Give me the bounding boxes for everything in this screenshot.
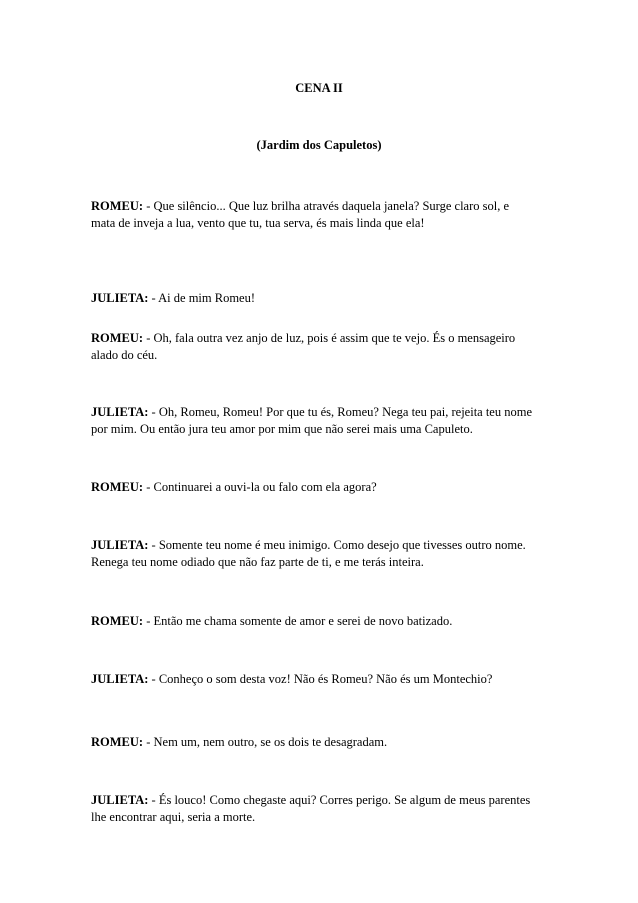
scene-setting: (Jardim dos Capuletos): [256, 138, 382, 152]
scene-title: CENA II: [295, 81, 343, 95]
speaker-name: ROMEU:: [91, 614, 144, 628]
dialogue-entry: [91, 734, 551, 751]
dialogue-entry: [91, 290, 551, 307]
speaker-name: ROMEU:: [91, 735, 144, 749]
speech-text: - Então me chama somente de amor e serei de novo batizado.: [146, 614, 453, 628]
speech-text: - Ai de mim Romeu!: [151, 291, 256, 305]
speaker-name: JULIETA:: [91, 405, 149, 419]
dialogue-entry: [91, 404, 551, 437]
speech-text: - Nem um, nem outro, se os dois te desagradam.: [146, 735, 388, 749]
speech-text: - És louco! Como chegaste aqui? Corres perigo. Se algum de meus parentes: [151, 793, 531, 807]
dialogue-entry: [91, 330, 551, 363]
speech-text: alado do céu.: [91, 347, 158, 362]
speech-text: por mim. Ou então jura teu amor por mim que não serei mais uma Capuleto.: [91, 421, 473, 436]
speech-text: - Oh, Romeu, Romeu! Por que tu és, Romeu? Nega teu pai, rejeita teu nome: [151, 405, 533, 419]
speech-text: Renega teu nome odiado que não faz parte de ti, e me terás inteira.: [91, 554, 424, 569]
dialogue-entry: [91, 479, 551, 496]
speech-text: - Somente teu nome é meu inimigo. Como desejo que tivesses outro nome.: [151, 538, 526, 552]
speech-text: - Continuarei a ouvi-la ou falo com ela agora?: [146, 480, 377, 494]
speaker-name: ROMEU:: [91, 199, 144, 213]
dialogue-entry: [91, 613, 551, 630]
dialogue-entry: [91, 671, 551, 688]
speaker-name: JULIETA:: [91, 538, 149, 552]
speaker-name: JULIETA:: [91, 291, 149, 305]
speech-text: lhe encontrar aqui, seria a morte.: [91, 809, 256, 824]
speaker-name: ROMEU:: [91, 331, 144, 345]
speech-text: - Conheço o som desta voz! Não és Romeu? Não és um Montechio?: [151, 672, 493, 686]
speech-text: - Que silêncio... Que luz brilha através daquela janela? Surge claro sol, e: [146, 199, 510, 213]
speaker-name: ROMEU:: [91, 480, 144, 494]
speech-text: mata de inveja a lua, vento que tu, tua serva, és mais linda que ela!: [91, 215, 425, 230]
speaker-name: JULIETA:: [91, 793, 149, 807]
speaker-name: JULIETA:: [91, 672, 149, 686]
dialogue-entry: [91, 792, 551, 825]
dialogue-entry: [91, 198, 551, 231]
speech-text: - Oh, fala outra vez anjo de luz, pois é assim que te vejo. És o mensageiro: [146, 331, 516, 345]
dialogue-entry: [91, 537, 551, 570]
